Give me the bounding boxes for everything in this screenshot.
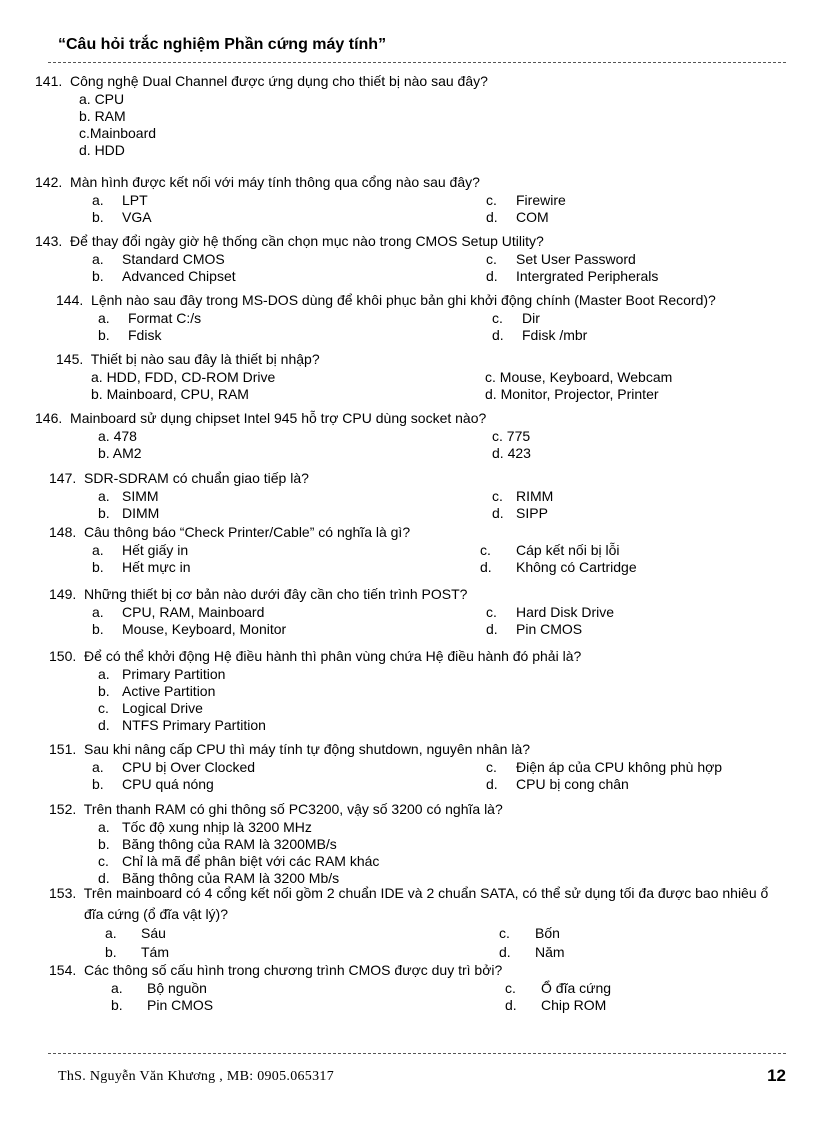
option-a-letter: a. [98,310,110,326]
option-c-letter: c. [98,853,109,869]
option-d: Chip ROM [541,997,607,1013]
option-b-letter: b. [92,268,104,284]
option-b: b. Mainboard, CPU, RAM [91,386,249,402]
option-b-letter: b. [98,836,110,852]
option-c-letter: c. [98,700,109,716]
option-d: Năm [535,944,565,960]
option-d: Intergrated Peripherals [516,268,659,284]
option-b: VGA [122,209,152,225]
option-a: Bộ nguồn [147,980,207,996]
option-a-letter: a. [92,251,104,267]
option-b-letter: b. [92,209,104,225]
option-b: Tám [141,944,169,960]
header-divider [48,62,786,63]
option-a: a. 478 [98,428,137,444]
option-b: DIMM [122,505,160,521]
option-d-letter: d. [492,327,504,343]
option-b: Fdisk [128,327,162,343]
option-b: Active Partition [122,683,216,699]
question-144 [56,292,796,343]
option-b: Advanced Chipset [122,268,236,284]
question-stem: 152. Trên thanh RAM có ghi thông số PC3200, vậy số 3200 có nghĩa là? [49,801,503,817]
question-stem: 148. Câu thông báo “Check Printer/Cable” có nghĩa là gì? [49,524,411,540]
footer-author: ThS. Nguyễn Văn Khương , MB: 0905.065317 [58,1069,335,1084]
option-d: d. Monitor, Projector, Printer [485,386,659,402]
question-stem: 141. Công nghệ Dual Channel được ứng dụng cho thiết bị nào sau đây? [35,73,488,89]
option-a: SIMM [122,488,159,504]
option-a-letter: a. [111,980,123,996]
question-153 [49,883,785,960]
question-stem: 142. Màn hình được kết nối với máy tính thông qua cổng nào sau đây? [35,174,480,190]
option-d-letter: d. [499,944,511,960]
option-d: NTFS Primary Partition [122,717,266,733]
option-d-letter: d. [505,997,517,1013]
option-b: Băng thông của RAM là 3200MB/s [122,836,337,852]
question-147 [49,470,795,521]
question-stem: 146. Mainboard sử dụng chipset Intel 945 hỗ trợ CPU dùng socket nào? [35,410,487,426]
option-a: Tốc độ xung nhịp là 3200 MHz [122,819,312,835]
option-d-letter: d. [486,776,498,792]
option-d-letter: d. [486,621,498,637]
option-c: Firewire [516,192,566,208]
option-a: LPT [122,192,148,208]
question-141 [35,73,795,158]
question-149 [49,586,795,637]
option-c: Dir [522,310,540,326]
option-c-letter: c. [486,604,497,620]
document-header-title: “Câu hỏi trắc nghiệm Phần cứng máy tính” [58,36,387,53]
option-d: d. HDD [79,142,125,158]
option-b: b. RAM [79,108,126,124]
option-a: Sáu [141,925,166,941]
option-d: Băng thông của RAM là 3200 Mb/s [122,870,340,886]
option-a: a. CPU [79,91,125,107]
option-c: Chỉ là mã để phân biệt với các RAM khác [122,853,380,869]
option-c: Hard Disk Drive [516,604,615,620]
option-d-letter: d. [486,268,498,284]
option-b-letter: b. [92,559,104,575]
option-d-letter: d. [480,559,492,575]
option-d: Pin CMOS [516,621,583,637]
question-142 [35,174,795,225]
question-154 [49,962,795,1013]
option-c-letter: c. [492,310,503,326]
option-b-letter: b. [105,944,117,960]
option-a: Format C:/s [128,310,202,326]
option-c: Cáp kết nối bị lỗi [516,542,620,558]
question-148 [49,524,795,575]
option-a: Standard CMOS [122,251,225,267]
option-c: Bốn [535,925,560,941]
question-151 [49,741,795,792]
option-c-letter: c. [480,542,491,558]
option-b: b. AM2 [98,445,142,461]
question-146 [35,410,795,461]
option-b: CPU quá nóng [122,776,214,792]
option-c-letter: c. [486,251,497,267]
option-c-letter: c. [486,192,497,208]
option-c: Điện áp của CPU không phù hợp [516,759,723,775]
option-a: CPU bị Over Clocked [122,759,256,775]
page-number: 12 [767,1066,786,1085]
option-d: Không có Cartridge [516,559,637,575]
option-a-letter: a. [105,925,117,941]
question-145 [56,351,796,402]
option-d: COM [516,209,549,225]
option-d: SIPP [516,505,548,521]
question-stem: 147. SDR-SDRAM có chuẩn giao tiếp là? [49,470,309,486]
question-143 [35,233,795,284]
option-d-letter: d. [98,870,110,886]
option-d-letter: d. [492,505,504,521]
option-a-letter: a. [92,759,104,775]
option-d-letter: d. [486,209,498,225]
option-c-letter: c. [499,925,510,941]
option-d: d. 423 [492,445,531,461]
option-c-letter: c. [492,488,503,504]
footer-divider [48,1053,786,1054]
question-stem: 154. Các thông số cấu hình trong chương trình CMOS được duy trì bởi? [49,962,503,978]
option-c: Logical Drive [122,700,203,716]
question-stem: 149. Những thiết bị cơ bản nào dưới đây cần cho tiến trình POST? [49,586,468,602]
option-d-letter: d. [98,717,110,733]
question-stem: 150. Để có thể khởi động Hệ điều hành thì phân vùng chứa Hệ điều hành đó phải là? [49,648,582,664]
option-b-letter: b. [98,327,110,343]
option-d: Fdisk /mbr [522,327,588,343]
option-c: c.Mainboard [79,125,157,141]
question-152 [49,801,795,886]
option-d: CPU bị cong chân [516,776,629,792]
option-b-letter: b. [92,621,104,637]
option-c-letter: c. [486,759,497,775]
option-c: Set User Password [516,251,636,267]
option-a-letter: a. [98,488,110,504]
option-c: RIMM [516,488,554,504]
option-c: Ổ đĩa cứng [541,980,612,996]
option-b: Hết mực in [122,559,191,575]
option-b-letter: b. [92,776,104,792]
question-stem: 151. Sau khi nâng cấp CPU thì máy tính tự động shutdown, nguyên nhân là? [49,741,531,757]
option-c: c. Mouse, Keyboard, Webcam [485,369,673,385]
question-stem: 144. Lệnh nào sau đây trong MS-DOS dùng để khôi phục bản ghi khởi động chính (Master Boot Record)? [56,292,716,308]
option-a-letter: a. [98,819,110,835]
question-stem: 145. Thiết bị nào sau đây là thiết bị nhập? [56,351,320,367]
option-b-letter: b. [98,683,110,699]
option-a-letter: a. [92,604,104,620]
option-a-letter: a. [92,542,104,558]
option-c: c. 775 [492,428,531,444]
option-c-letter: c. [505,980,516,996]
option-b-letter: b. [111,997,123,1013]
option-a-letter: a. [98,666,110,682]
option-a: CPU, RAM, Mainboard [122,604,265,620]
option-a: Hết giấy in [122,542,189,558]
option-b-letter: b. [98,505,110,521]
option-a-letter: a. [92,192,104,208]
question-stem: 153. Trên mainboard có 4 cổng kết nối gồm 2 chuẩn IDE và 2 chuẩn SATA, có thể sử dụng tối đa được bao nhiêu ổ đĩa cứng (ổ đĩa vật lý)? [49,885,769,922]
option-a: Primary Partition [122,666,226,682]
question-stem: 143. Để thay đổi ngày giờ hệ thống cần chọn mục nào trong CMOS Setup Utility? [35,233,544,249]
option-a: a. HDD, FDD, CD-ROM Drive [91,369,276,385]
option-b: Pin CMOS [147,997,214,1013]
option-b: Mouse, Keyboard, Monitor [122,621,287,637]
question-150 [49,648,795,733]
